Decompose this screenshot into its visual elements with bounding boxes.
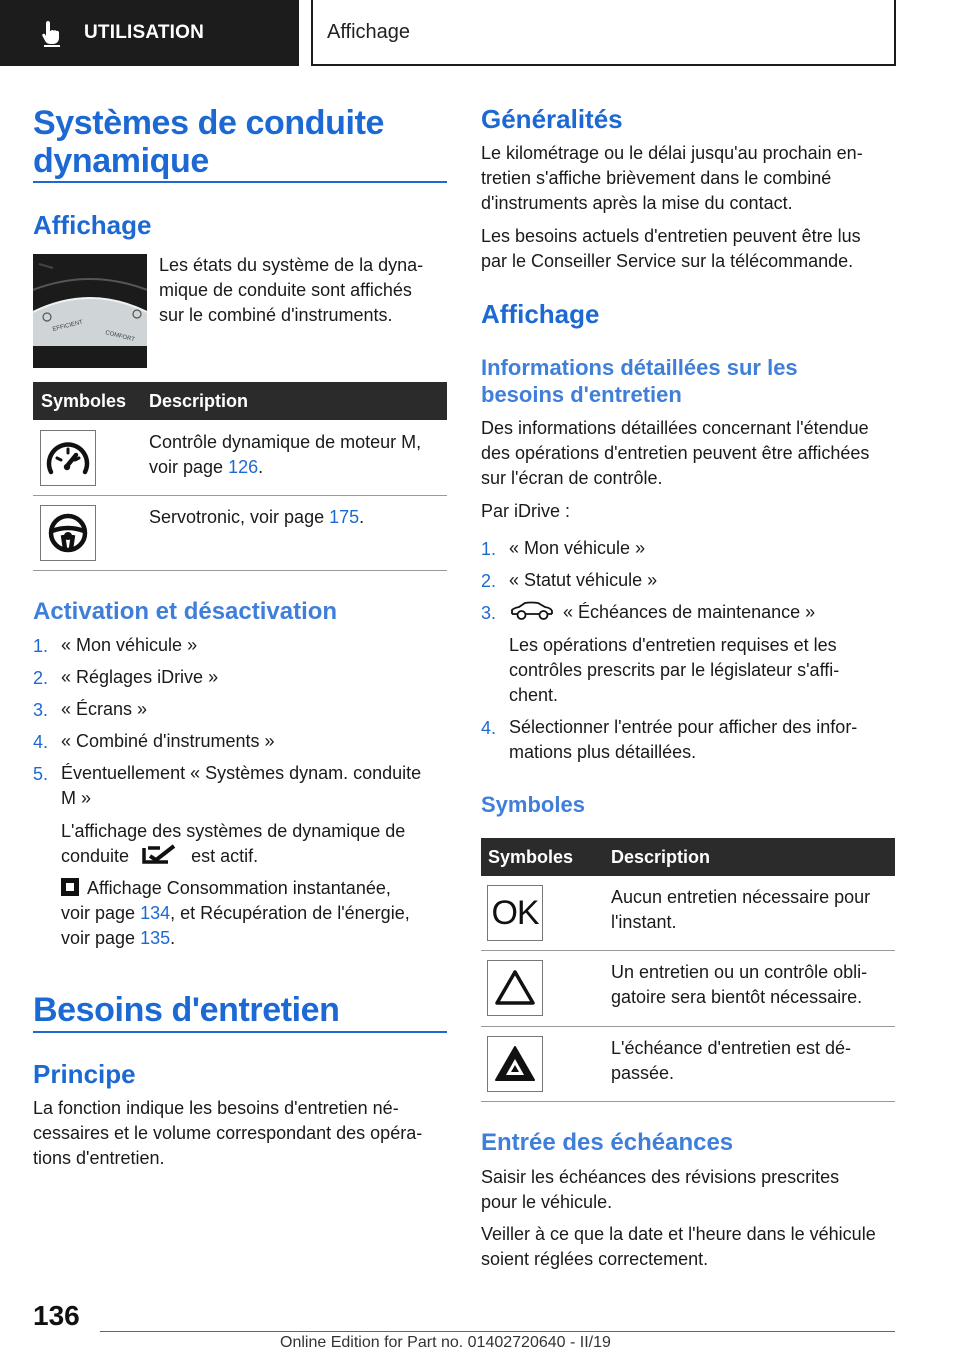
- text-line: sur le combiné d'instruments.: [159, 305, 393, 325]
- table-symbol: [487, 885, 543, 941]
- row-divider: [481, 1101, 895, 1102]
- text-line: chent.: [509, 685, 559, 705]
- text-segment: .: [170, 928, 176, 948]
- generalites-heading: Généralités: [481, 104, 623, 134]
- affichage-heading: Affichage: [33, 210, 152, 240]
- dynamic-driving-icon: [142, 844, 178, 866]
- steering-wheel-icon: [46, 511, 90, 555]
- col-header-symbols: Symboles: [488, 847, 574, 867]
- step3-note: [509, 633, 899, 708]
- cross-reference-note: [61, 876, 451, 951]
- generalites-p2: [481, 224, 901, 274]
- principe-heading: Principe: [33, 1059, 136, 1089]
- text-line: par le Conseiller Service sur la télécommande.: [481, 251, 854, 271]
- text-line: [61, 901, 451, 926]
- table-row-1-description: [149, 430, 447, 480]
- hand-pointer-icon: [40, 19, 64, 47]
- warning-triangle-icon: [493, 968, 537, 1008]
- table-symbol: [487, 1036, 543, 1092]
- text-line: Veiller à ce que la date et l'heure dans le véhicule: [481, 1224, 876, 1244]
- main-heading: [33, 104, 384, 180]
- note-marker-icon: [61, 878, 79, 896]
- row-divider: [33, 495, 447, 496]
- step-text: [509, 715, 899, 765]
- info-heading: [481, 354, 798, 408]
- table-row-2-description: [611, 960, 901, 1010]
- text-line: [61, 844, 451, 869]
- text-line: M »: [61, 788, 92, 808]
- row-divider: [481, 1026, 895, 1027]
- row-divider: [481, 950, 895, 951]
- text-line: cessaires et le volume correspondant des opéra-: [33, 1123, 423, 1143]
- page-link[interactable]: 126: [228, 457, 259, 477]
- step-number: 4.: [481, 718, 497, 738]
- step-text: « Mon véhicule »: [61, 635, 198, 655]
- page-link[interactable]: 134: [140, 903, 171, 923]
- step-text: [509, 600, 815, 625]
- text-line: tretien s'affiche brièvement dans le combiné: [481, 168, 832, 188]
- section-tab: [0, 0, 299, 66]
- table-row-3-description: [611, 1036, 901, 1086]
- text-segment: Affichage Consommation instantanée,: [87, 878, 391, 898]
- text-line: Des informations détaillées concernant l'étendue: [481, 418, 869, 438]
- step-text: [61, 761, 451, 811]
- text-line: [149, 455, 447, 480]
- col-header-description: Description: [611, 847, 711, 867]
- text-segment: voir page: [61, 928, 141, 948]
- text-segment: Servotronic, voir page: [149, 507, 330, 527]
- table-symbol: [40, 430, 96, 486]
- step-number: 1.: [481, 539, 497, 559]
- footer-rule: [100, 1331, 895, 1332]
- text-line: des opérations d'entretien peuvent être affichées: [481, 443, 870, 463]
- text-line: tions d'entretien.: [33, 1148, 165, 1168]
- step-number: 4.: [33, 732, 49, 752]
- info-text: [481, 416, 901, 491]
- text-line: [149, 505, 447, 530]
- step-text: « Écrans »: [61, 699, 148, 719]
- generalites-p1: [481, 141, 901, 216]
- step-number: 2.: [481, 571, 497, 591]
- text-segment: .: [258, 457, 264, 477]
- footer-edition: Online Edition for Part no. 01402720640 - II/19: [280, 1334, 611, 1351]
- dash-label-comfort: COMFORT: [104, 330, 136, 344]
- text-segment: est actif.: [191, 846, 259, 866]
- text-line: pour le véhicule.: [481, 1192, 613, 1212]
- row-divider: [33, 570, 447, 571]
- page-link[interactable]: 135: [140, 928, 171, 948]
- section-label: UTILISATION: [84, 22, 205, 43]
- page-link[interactable]: 175: [329, 507, 360, 527]
- text-line: Les besoins actuels d'entretien peuvent être lus: [481, 226, 861, 246]
- text-line: Un entretien ou un contrôle obli-: [611, 962, 868, 982]
- text-line: Le kilométrage ou le délai jusqu'au prochain en-: [481, 143, 863, 163]
- text-line: Contrôle dynamique de moteur M,: [149, 432, 422, 452]
- dashboard-image: [33, 254, 147, 368]
- text-line: mique de conduite sont affichés: [159, 280, 412, 300]
- page-number: 136: [33, 1300, 80, 1331]
- table-row-1-description: [611, 885, 901, 935]
- step-number: 3.: [33, 700, 49, 720]
- step-text: « Mon véhicule »: [509, 538, 646, 558]
- entree-p2: [481, 1222, 901, 1272]
- hazard-triangle-icon: [493, 1044, 537, 1084]
- affichage-heading-right: Affichage: [481, 299, 600, 329]
- text-segment: .: [359, 507, 365, 527]
- text-line: Les opérations d'entretien requises et les: [509, 635, 837, 655]
- text-line: gatoire sera bientôt nécessaire.: [611, 987, 863, 1007]
- page-header: [0, 0, 960, 66]
- step-text: « Statut véhicule »: [509, 570, 658, 590]
- text-line: l'instant.: [611, 912, 677, 932]
- text-segment: « Échéances de maintenance »: [563, 602, 816, 622]
- step5-note: [61, 819, 451, 869]
- text-line: Informations détaillées sur les: [481, 355, 798, 380]
- col-header-symbols: Symboles: [41, 391, 127, 411]
- symboles-heading: Symboles: [481, 792, 585, 817]
- step-number: 3.: [481, 603, 497, 623]
- heading-rule: [33, 1031, 447, 1033]
- text-segment: voir page: [61, 903, 141, 923]
- text-line: contrôles prescrits par le législateur s'affi-: [509, 660, 840, 680]
- besoins-heading: Besoins d'entretien: [33, 991, 340, 1029]
- col-header-description: Description: [149, 391, 249, 411]
- table-header: [481, 838, 895, 876]
- text-segment: , et Récupération de l'énergie,: [170, 903, 410, 923]
- page-title: Affichage: [327, 20, 411, 43]
- car-icon: [509, 601, 555, 621]
- text-line: [61, 926, 451, 951]
- text-line: [61, 876, 451, 901]
- activation-heading: Activation et désactivation: [33, 598, 338, 625]
- heading-rule: [33, 181, 447, 183]
- step-text: « Réglages iDrive »: [61, 667, 219, 687]
- principe-text: [33, 1096, 453, 1171]
- par-idrive: Par iDrive :: [481, 501, 571, 521]
- dashboard-display-graphic: [33, 254, 147, 368]
- main-heading-line1: Systèmes de conduite: [33, 104, 385, 142]
- text-line: d'instruments après la mise du contact.: [481, 193, 793, 213]
- table-header: [33, 382, 447, 420]
- text-segment: conduite: [61, 846, 130, 866]
- entree-p1: [481, 1165, 901, 1215]
- table-symbol: [487, 960, 543, 1016]
- text-line: passée.: [611, 1063, 675, 1083]
- step-number: 1.: [33, 636, 49, 656]
- step-text: « Combiné d'instruments »: [61, 731, 275, 751]
- text-line: La fonction indique les besoins d'entretien né-: [33, 1098, 399, 1118]
- text-line: besoins d'entretien: [481, 382, 682, 407]
- text-line: Éventuellement « Systèmes dynam. conduite: [61, 763, 422, 783]
- text-line: Les états du système de la dyna-: [159, 255, 424, 275]
- affichage-text: [159, 253, 449, 328]
- dash-label-efficient: EFFICIENT: [52, 319, 84, 333]
- step-number: 5.: [33, 764, 49, 784]
- text-line: mations plus détaillées.: [509, 742, 697, 762]
- gauge-icon: [45, 438, 91, 478]
- step-number: 2.: [33, 668, 49, 688]
- page-title-tab: [311, 0, 896, 66]
- main-heading-line2: dynamique: [33, 142, 209, 180]
- text-line: L'échéance d'entretien est dé-: [611, 1038, 852, 1058]
- text-line: Aucun entretien nécessaire pour: [611, 887, 871, 907]
- table-symbol: [40, 505, 96, 561]
- text-line: Saisir les échéances des révisions prescrites: [481, 1167, 840, 1187]
- text-line: Sélectionner l'entrée pour afficher des infor-: [509, 717, 858, 737]
- table-row-2-description: [149, 505, 447, 530]
- text-segment: voir page: [149, 457, 229, 477]
- text-line: L'affichage des systèmes de dynamique de: [61, 821, 406, 841]
- ok-icon: OK: [491, 893, 539, 932]
- text-line: sur l'écran de contrôle.: [481, 468, 663, 488]
- entree-heading: Entrée des échéances: [481, 1129, 734, 1156]
- text-line: soient réglées correctement.: [481, 1249, 709, 1269]
